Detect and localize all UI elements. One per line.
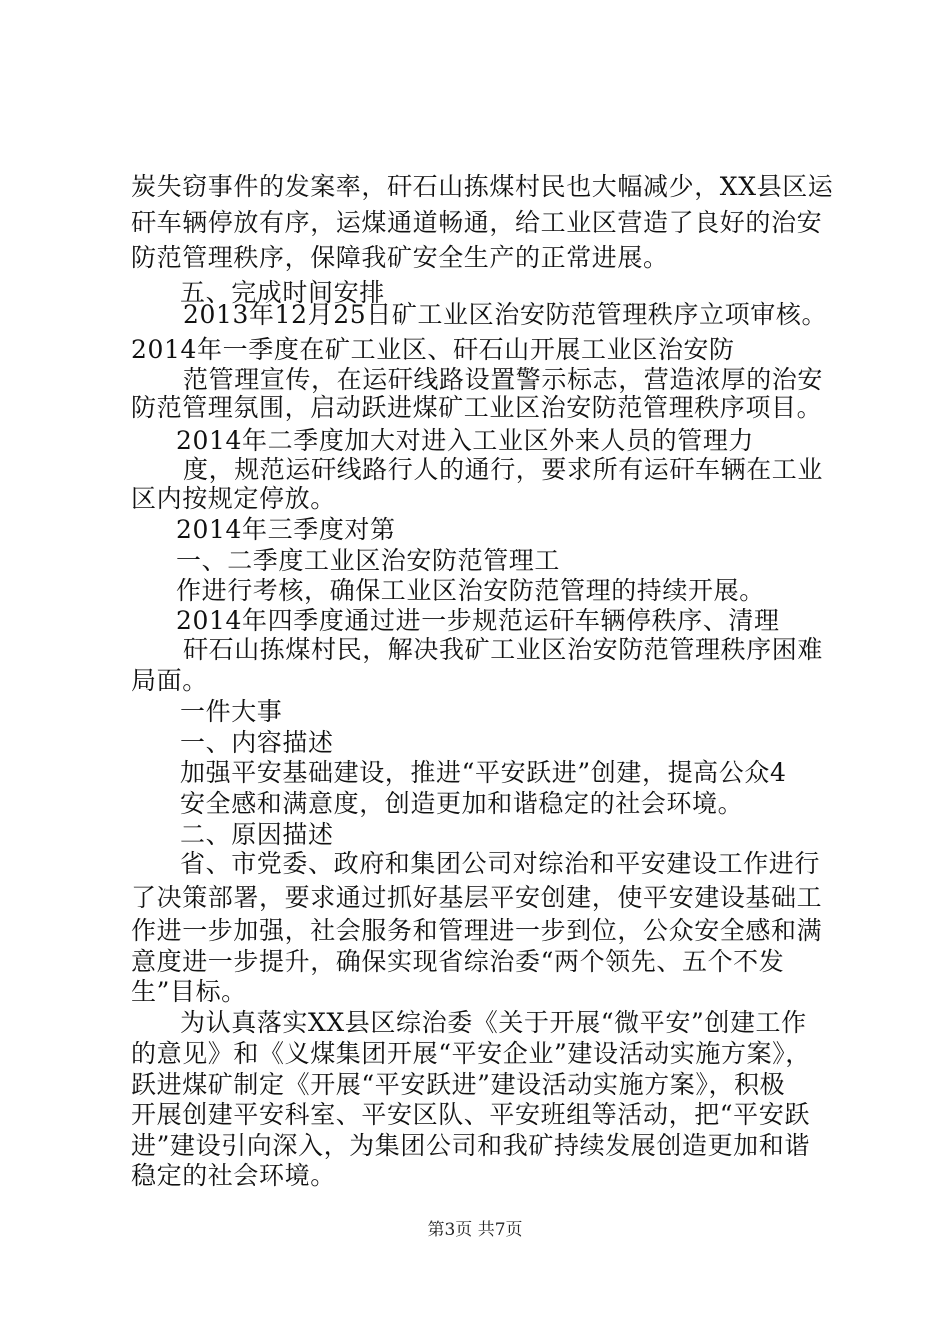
section-heading: 二、原因描述 [180,820,334,849]
section-heading: 一、内容描述 [180,728,334,757]
text-line: 为认真落实XX县区综治委《关于开展“微平安”创建工作 [180,1008,807,1037]
text-line: 2014年一季度在矿工业区、矸石山开展工业区治安防 [131,335,735,364]
text-line: 作进一步加强，社会服务和管理进一步到位，公众安全感和满 [131,916,823,945]
text-line: 意度进一步提升，确保实现省综治委“两个领先、五个不发 [131,947,785,976]
text-line: 稳定的社会环境。 [131,1161,336,1190]
text-line: 2014年四季度通过进一步规范运矸车辆停秩序、清理 [176,606,780,635]
text-line: 的意见》和《义煤集团开展“平安企业”建设活动实施方案》， [131,1039,811,1068]
text-line: 生”目标。 [131,977,247,1006]
text-line: 炭失窃事件的发案率，矸石山拣煤村民也大幅减少，XX县区运 [131,172,834,201]
text-line: 开展创建平安科室、平安区队、平安班组等活动，把“平安跃 [131,1100,810,1129]
text-line: 安全感和满意度，创造更加和谐稳定的社会环境。 [180,789,744,818]
text-line: 了决策部署，要求通过抓好基层平安创建，使平安建设基础工 [131,883,823,912]
section-heading: 一件大事 [180,697,283,726]
text-line: 防范管理秩序，保障我矿安全生产的正常进展。 [131,243,669,272]
text-line: 区内按规定停放。 [131,484,336,513]
text-line: 2014年二季度加大对进入工业区外来人员的管理力 [176,426,755,455]
section-heading: 五、完成时间安排 [180,278,385,307]
text-line: 2014年三季度对第 [176,515,396,544]
text-line: 一、二季度工业区治安防范管理工 [176,546,561,575]
text-line: 范管理宣传，在运矸线路设置警示标志，营造浓厚的治安 [183,365,824,394]
page-number-footer: 第3页 共7页 [427,1220,523,1240]
text-line: 2013年12月25日矿工业区治安防范管理秩序立项审核。 [183,300,828,329]
text-line: 矸车辆停放有序，运煤通道畅通，给工业区营造了良好的治安 [131,208,823,237]
text-line: 进”建设引向深入，为集团公司和我矿持续发展创造更加和谐 [131,1131,810,1160]
text-line: 度，规范运矸线路行人的通行，要求所有运矸车辆在工业 [183,455,824,484]
text-line: 防范管理氛围，启动跃进煤矿工业区治安防范管理秩序项目。 [131,393,823,422]
text-line: 作进行考核，确保工业区治安防范管理的持续开展。 [176,576,765,605]
text-line: 矸石山拣煤村民，解决我矿工业区治安防范管理秩序困难 [183,635,824,664]
text-line: 跃进煤矿制定《开展“平安跃进”建设活动实施方案》，积极 [131,1070,786,1099]
text-line: 加强平安基础建设，推进“平安跃进”创建，提高公众4 [180,758,787,787]
text-line: 局面。 [131,666,208,695]
text-line: 省、市党委、政府和集团公司对综治和平安建设工作进行 [180,849,821,878]
